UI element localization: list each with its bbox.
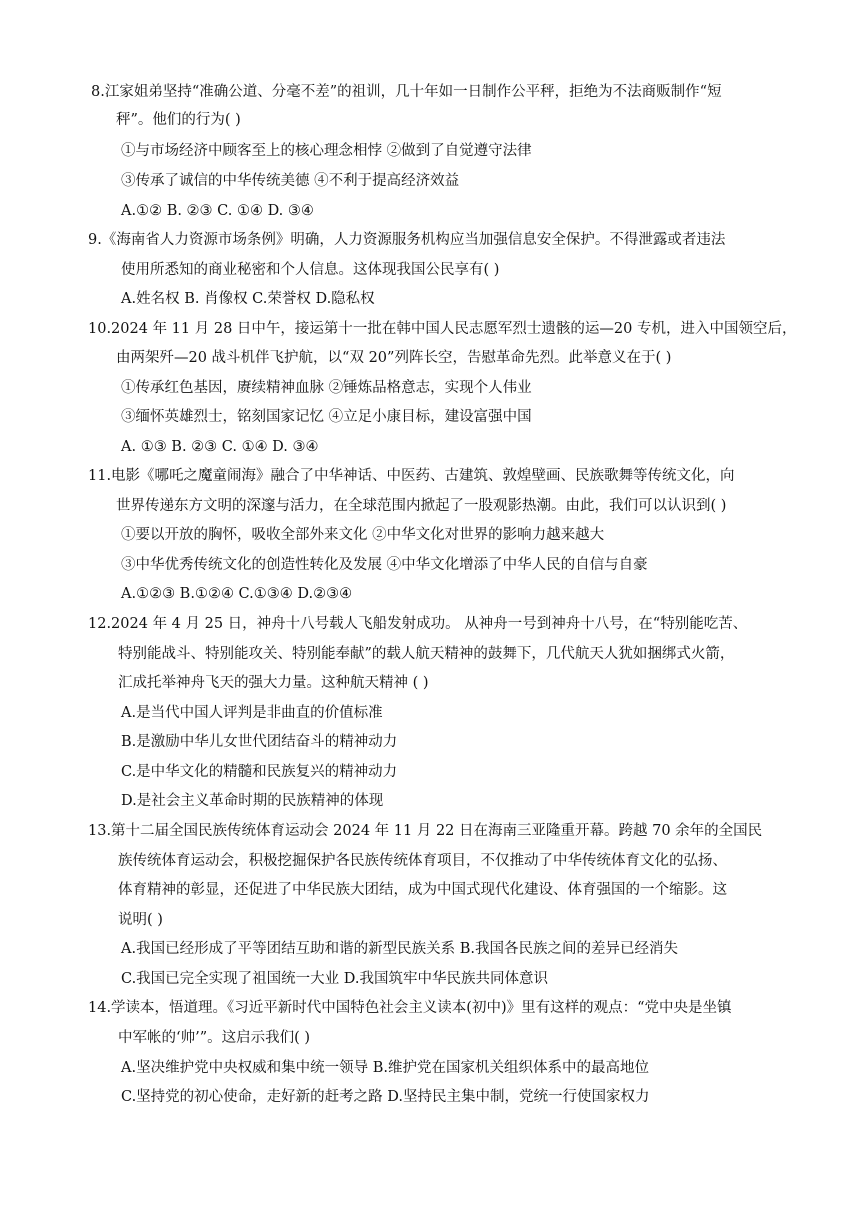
q12-option-d: D.是社会主义革命时期的民族精神的体现 (121, 793, 384, 809)
q12-option-b: B.是激励中华儿女世代团结奋斗的精神动力 (121, 734, 398, 750)
q14-options-line-2: C.坚持党的初心使命，走好新的赶考之路 D.坚持民主集中制，党统一行使国家权力 (121, 1089, 650, 1105)
q11-item-line-2: ③中华优秀传统文化的创造性转化及发展 ④中华文化增添了中华人民的自信与自豪 (121, 557, 648, 573)
q13-stem-line-1: 13.第十二届全国民族传统体育运动会 2024 年 11 月 22 日在海南三亚隆重开幕。跨越 70 余年的全国民 (88, 823, 763, 839)
q13-options-line-2: C.我国已完全实现了祖国统一大业 D.我国筑牢中华民族共同体意识 (121, 971, 549, 987)
q9-stem-line-1: 9.《海南省人力资源市场条例》明确，人力资源服务机构应当加强信息安全保护。不得泄露或者违法 (88, 232, 726, 248)
q9-options: A.姓名权 B. 肖像权 C.荣誉权 D.隐私权 (121, 291, 375, 307)
q13-stem-line-2: 族传统体育运动会，积极挖掘保护各民族传统体育项目，不仅推动了中华传统体育文化的弘扬、 (118, 853, 727, 869)
q8-stem-line-2: 秤”。他们的行为( ) (116, 112, 241, 128)
q11-stem-line-2: 世界传递东方文明的深邃与活力，在全球范围内掀起了一股观影热潮。由此，我们可以认识到( ) (116, 498, 727, 514)
q8-stem-line-1: 8.江家姐弟坚持“准确公道、分毫不差”的祖训，几十年如一日制作公平秤，拒绝为不法商贩制作“短 (91, 84, 722, 100)
q12-stem-line-2: 特别能战斗、特别能攻关、特别能奉献”的载人航天精神的鼓舞下，几代航天人犹如捆绑式火箭， (118, 646, 735, 662)
q12-stem-line-3: 汇成托举神舟飞天的强大力量。这种航天精神 ( ) (118, 675, 429, 691)
q13-stem-line-4: 说明( ) (118, 912, 163, 928)
q12-option-a: A.是当代中国人评判是非曲直的价值标准 (121, 705, 383, 721)
q11-item-line-1: ①要以开放的胸怀，吸收全部外来文化 ②中华文化对世界的影响力越来越大 (121, 527, 605, 543)
q8-item-line-2: ③传承了诚信的中华传统美德 ④不利于提高经济效益 (121, 173, 460, 189)
q10-stem-line-1: 10.2024 年 11 月 28 日中午，接运第十一批在韩中国人民志愿军烈士遗骸的运—20 专机，进入中国领空后， (88, 321, 797, 337)
q12-option-c: C.是中华文化的精髓和民族复兴的精神动力 (121, 764, 398, 780)
q8-options: A.①② B. ②③ C. ①④ D. ③④ (121, 203, 314, 219)
q10-options: A. ①③ B. ②③ C. ①④ D. ③④ (121, 439, 319, 455)
q10-item-line-1: ①传承红色基因，赓续精神血脉 ②锤炼品格意志，实现个人伟业 (121, 380, 532, 396)
q14-stem-line-2: 中军帐的‘帅’”。这启示我们( ) (118, 1030, 311, 1046)
q11-stem-line-1: 11.电影《哪吒之魔童闹海》融合了中华神话、中医药、古建筑、敦煌壁画、民族歌舞等传统文化，向 (88, 468, 735, 484)
q14-stem-line-1: 14.学读本，悟道理。《习近平新时代中国特色社会主义读本(初中)》里有这样的观点：“党中央是坐镇 (88, 1000, 732, 1016)
q12-stem-line-1: 12.2024 年 4 月 25 日，神舟十八号载人飞船发射成功。 从神舟一号到神舟十八号，在“特别能吃苦、 (88, 616, 748, 632)
q8-item-line-1: ①与市场经济中顾客至上的核心理念相悖 ②做到了自觉遵守法律 (121, 143, 532, 159)
q9-stem-line-2: 使用所悉知的商业秘密和个人信息。这体现我国公民享有( ) (121, 262, 500, 278)
q10-stem-line-2: 由两架歼—20 战斗机伴飞护航，以“双 20”列阵长空，告慰革命先烈。此举意义在于( ) (116, 350, 672, 366)
q13-stem-line-3: 体育精神的彰显，还促进了中华民族大团结，成为中国式现代化建设、体育强国的一个缩影。这 (118, 882, 727, 898)
q14-options-line-1: A.坚决维护党中央权威和集中统一领导 B.维护党在国家机关组织体系中的最高地位 (121, 1060, 649, 1076)
q11-options: A.①②③ B.①②④ C.①③④ D.②③④ (121, 586, 353, 602)
q13-options-line-1: A.我国已经形成了平等团结互助和谐的新型民族关系 B.我国各民族之间的差异已经消失 (121, 941, 678, 957)
q10-item-line-2: ③缅怀英雄烈士，铭刻国家记忆 ④立足小康目标，建设富强中国 (121, 409, 532, 425)
